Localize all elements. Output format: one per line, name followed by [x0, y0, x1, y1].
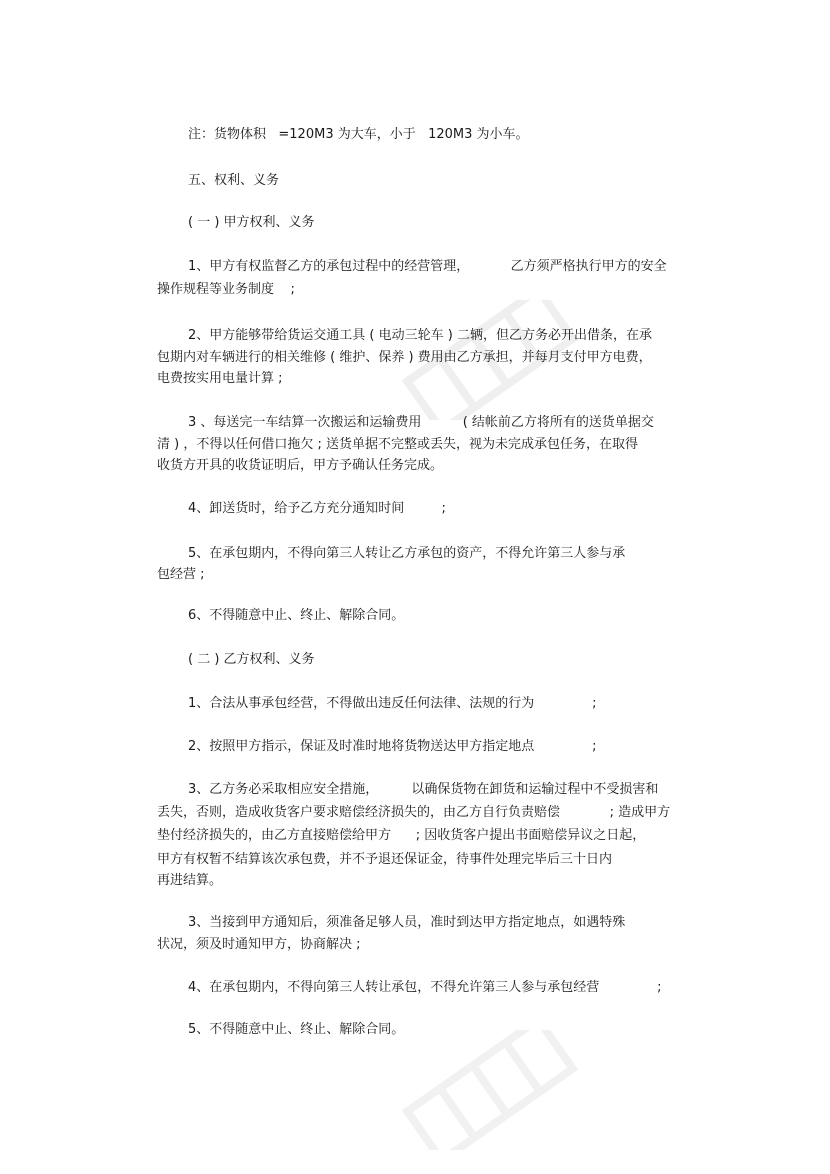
note-text: 注：货物体积 =120M3 为大车，小于 120M3 为小车。 [188, 127, 529, 142]
party-a-item-4-line-1: 4、卸送货时，给予乙方充分通知时间 ; [188, 501, 446, 516]
party-b-item-3-line-2: 丢失，否则，造成收货客户要求赔偿经济损失的，由乙方自行负责赔偿 ; 造成甲方 [157, 805, 671, 820]
party-a-item-1-line-2: 操作规程等业务制度 ; [157, 282, 295, 297]
party-a-item-5-line-1: 5、在承包期内，不得向第三人转让乙方承包的资产，不得允许第三人参与承 [188, 546, 626, 561]
watermark-logo-bottom [390, 1030, 590, 1150]
party-a-item-1-line-1: 1、甲方有权监督乙方的承包过程中的经营管理， 乙方须严格执行甲方的安全 [188, 259, 667, 274]
party-a-item-3-line-1: 3 、每送完一车结算一次搬运和运输费用 ( 结帐前乙方将所有的送货单据交 [188, 415, 654, 430]
party-a-item-3-line-3: 收货方开具的收货证明后，甲方予确认任务完成。 [157, 458, 444, 473]
party-a-item-5-line-2: 包经营 ; [157, 567, 205, 582]
party-a-item-2-line-1: 2、甲方能够带给货运交通工具 ( 电动三轮车 ) 二辆，但乙方务必开出借条，在承 [188, 328, 652, 343]
party-a-heading: ( 一 ) 甲方权利、义务 [188, 215, 315, 230]
party-b-item-4-line-1: 3、当接到甲方通知后，须准备足够人员，准时到达甲方指定地点，如遇特殊 [188, 915, 626, 930]
section-title: 五、权利、义务 [188, 173, 280, 188]
party-a-item-3-line-2: 清 ) ，不得以任何借口拖欠 ; 送货单据不完整或丢失，视为未完成承包任务，在取得 [157, 437, 638, 452]
party-a-item-2-line-3: 电费按实用电量计算 ; [157, 371, 283, 386]
party-b-item-2-line-1: 2、按照甲方指示，保证及时准时地将货物送达甲方指定地点 ; [188, 739, 597, 754]
party-b-item-4-line-2: 状况，须及时通知甲方，协商解决 ; [157, 937, 361, 952]
party-b-item-1-line-1: 1、合法从事承包经营，不得做出违反任何法律、法规的行为 ; [188, 696, 597, 711]
party-b-item-3-line-5: 再进结算。 [157, 873, 223, 888]
party-b-item-5-line-1: 4、在承包期内，不得向第三人转让承包，不得允许第三人参与承包经营 ; [188, 980, 662, 995]
party-b-item-3-line-1: 3、乙方务必采取相应安全措施， 以确保货物在卸货和运输过程中不受损害和 [188, 782, 659, 797]
party-b-item-6-line-1: 5、不得随意中止、终止、解除合同。 [188, 1022, 405, 1037]
party-a-item-6-line-1: 6、不得随意中止、终止、解除合同。 [188, 608, 405, 623]
party-b-item-3-line-4: 甲方有权暂不结算该次承包费，并不予退还保证金，待事件处理完毕后三十日内 [157, 852, 613, 867]
party-b-heading: ( 二 ) 乙方权利、义务 [188, 652, 315, 667]
party-b-item-3-line-3: 垫付经济损失的，由乙方直接赔偿给甲方 ; 因收货客户提出书面赔偿异议之日起， [157, 828, 646, 843]
party-a-item-2-line-2: 包期内对车辆进行的相关维修 ( 维护、保养 ) 费用由乙方承担，并每月支付甲方电费， [157, 350, 652, 365]
